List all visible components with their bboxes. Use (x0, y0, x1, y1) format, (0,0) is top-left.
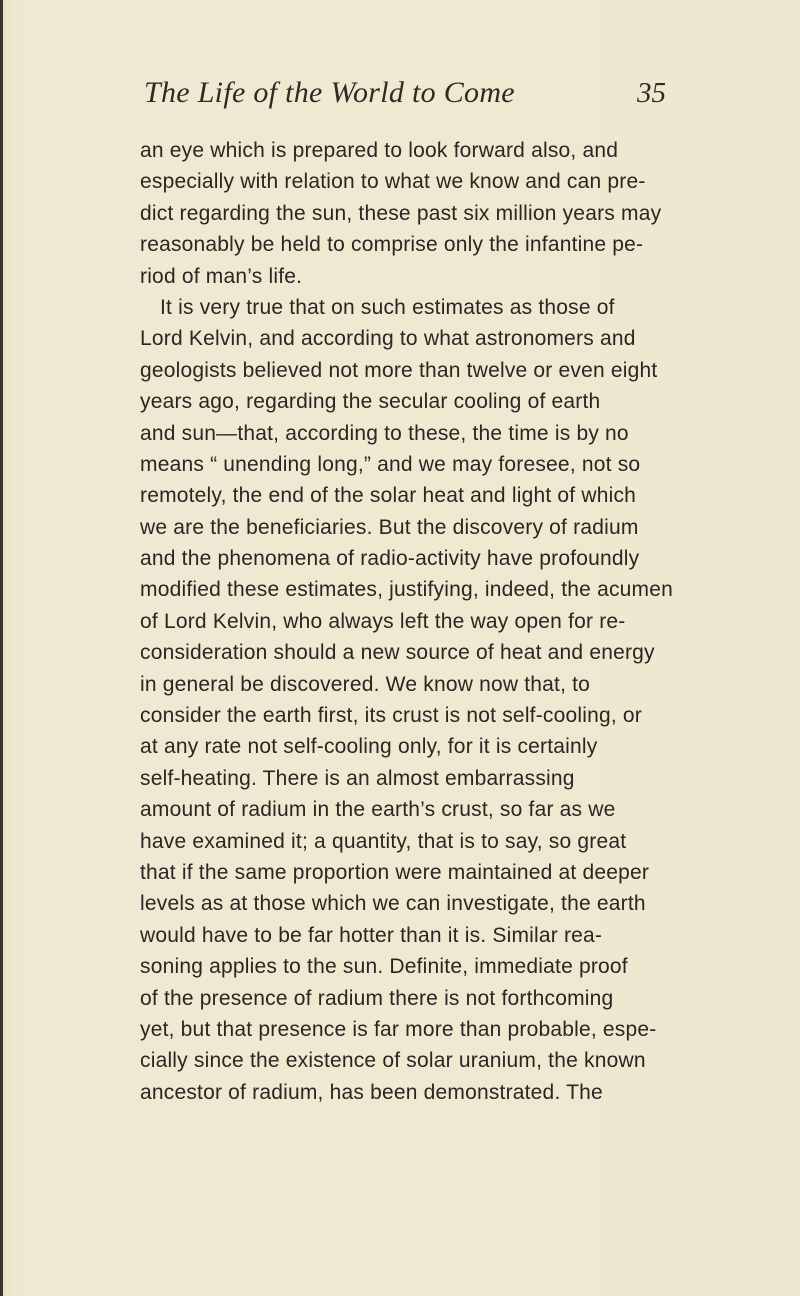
text-line: years ago, regarding the secular cooling of earth (140, 390, 601, 414)
text-line: of the presence of radium there is not forthcoming (140, 986, 614, 1010)
body-text (140, 135, 673, 1108)
text-line: means “ unending long,” and we may foresee, not so (140, 452, 641, 476)
text-line: remotely, the end of the solar heat and light of which (140, 484, 637, 508)
page-number: 35 (637, 77, 666, 109)
text-line: especially with relation to what we know and can pre- (140, 170, 646, 194)
page-edge-shadow (0, 0, 3, 1296)
text-line: have examined it; a quantity, that is to say, so great (140, 829, 627, 853)
text-line: would have to be far hotter than it is. Similar rea- (140, 923, 603, 947)
text-line: and the phenomena of radio-activity have profoundly (140, 547, 640, 571)
text-line: we are the beneficiaries. But the discovery of radium (140, 515, 639, 539)
text-line: in general be discovered. We know now that, to (140, 672, 591, 696)
text-line: levels as at those which we can investigate, the earth (140, 892, 646, 916)
text-line: yet, but that presence is far more than probable, espe- (140, 1017, 657, 1041)
text-line: consideration should a new source of heat and energy (140, 641, 655, 665)
text-line: of Lord Kelvin, who always left the way open for re- (140, 609, 626, 633)
text-line: consider the earth first, its crust is not self-cooling, or (140, 704, 642, 728)
text-line: cially since the existence of solar uranium, the known (140, 1049, 646, 1073)
text-line: at any rate not self-cooling only, for it is certainly (140, 735, 598, 759)
text-line: self-heating. There is an almost embarrassing (140, 766, 575, 790)
text-line: amount of radium in the earth’s crust, so far as we (140, 798, 616, 822)
text-line: an eye which is prepared to look forward also, and (140, 139, 619, 162)
text-line: geologists believed not more than twelve or even eight (140, 358, 658, 382)
text-line: ancestor of radium, has been demonstrated. The (140, 1080, 603, 1104)
running-title: The Life of the World to Come (144, 76, 515, 109)
text-line: riod of man’s life. (140, 264, 303, 288)
page-header (144, 76, 666, 120)
text-line: reasonably be held to comprise only the infantine pe- (140, 233, 644, 257)
text-line: It is very true that on such estimates as those of (160, 295, 615, 319)
text-line: that if the same proportion were maintained at deeper (140, 860, 650, 884)
text-line: and sun—that, according to these, the time is by no (140, 421, 629, 445)
text-line: dict regarding the sun, these past six million years may (140, 201, 662, 225)
text-line: modified these estimates, justifying, indeed, the acumen (140, 578, 673, 602)
text-line: Lord Kelvin, and according to what astronomers and (140, 327, 636, 351)
text-line: soning applies to the sun. Definite, immediate proof (140, 955, 628, 979)
